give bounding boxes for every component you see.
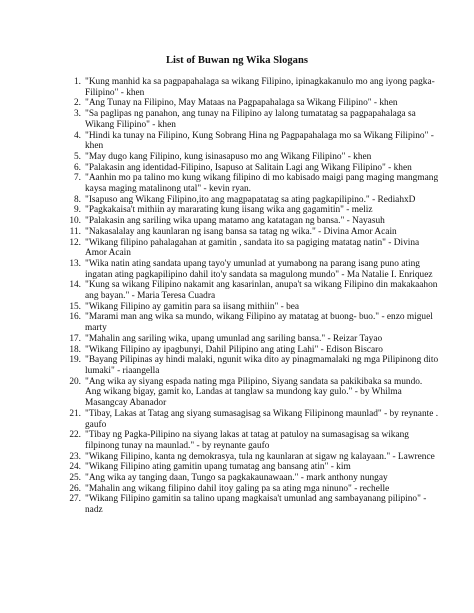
list-item: [60, 163, 440, 174]
list-item: [60, 259, 440, 280]
list-item: [60, 302, 440, 313]
slogan-text: "May dugo kang Filipino, kung isinasapuso mo ang Wikang Filipino" - khen: [85, 151, 372, 162]
list-item-number: 13.: [69, 258, 81, 269]
list-item-number: 26.: [69, 483, 81, 494]
slogan-text: "Palakasin ang sariling wika upang matamo ang katatagan ng bansa." - Nayasuh: [85, 216, 385, 227]
list-item-number: 15.: [69, 301, 81, 312]
list-item: [60, 152, 440, 163]
list-item: [60, 280, 440, 301]
list-item-number: 5.: [73, 151, 81, 162]
slogan-text: "Wika natin ating sandata upang tayo'y umunlad at yumabong na parang isang puno ating ingatan ating pagkapilipino dahil ito'y sandata sa magulong mundo" - Ma Natalie I. Enriquez: [85, 258, 433, 280]
list-item: [60, 345, 440, 356]
list-item-number: 12.: [69, 237, 81, 248]
slogan-text: "Tibay, Lakas at Tatag ang siyang sumasagisag sa Wikang Filipinong maunlad" - by reynante . gaufo: [85, 408, 439, 430]
list-item-number: 18.: [69, 344, 81, 355]
list-item-number: 9.: [73, 205, 81, 216]
slogan-text: "Ang Tunay na Filipino, May Mataas na Pagpapahalaga sa Wikang Filipino" - khen: [85, 98, 398, 109]
list-item: [60, 430, 440, 451]
slogan-text: "Isapuso ang Wikang Filipino,ito ang magpapatatag sa ating pagkapilipino." - RediahxD: [85, 194, 416, 205]
slogan-text: "Ang wika ay tanging daan, Tungo sa pagkakaunawaan." - mark anthony nungay: [85, 473, 388, 484]
list-item: [60, 377, 440, 409]
list-item-number: 8.: [73, 194, 81, 205]
list-item: [60, 205, 440, 216]
list-item: [60, 462, 440, 473]
list-item-number: 23.: [69, 451, 81, 462]
list-item: [60, 238, 440, 259]
slogan-text: "Wikang Filipino ay gamitin para sa iisang mithiin" - bea: [85, 301, 300, 312]
list-item-number: 11.: [69, 226, 81, 237]
list-item-number: 7.: [73, 173, 81, 184]
list-item-number: 1.: [73, 77, 81, 87]
slogan-text: "Wikang Filipino ay ipagbunyi, Dahil Pilipino ang ating Lahi" - Edison Biscaro: [85, 344, 383, 355]
slogan-text: "Bayang Pilipinas ay hindi malaki, ngunit wika dito ay pinagmamalaki ng mga Pilipinong dito lumaki" - riaangella: [85, 355, 439, 376]
slogan-text: "Nakasalalay ang kaunlaran ng isang bansa sa tatag ng wika." - Divina Amor Acain: [85, 226, 397, 237]
list-item-number: 16.: [69, 312, 81, 323]
list-item: [60, 355, 440, 376]
slogan-text: "Mahalin ang wikang filipino dahil itoy galing pa sa ating mga ninuno" - rechelle: [85, 483, 390, 494]
list-item: [60, 494, 440, 515]
list-item: [60, 452, 440, 463]
list-item: [60, 173, 440, 194]
slogan-text: "Sa paglipas ng panahon, ang tunay na Filipino ay lalong tumatatag sa pagpapahalaga sa Wikang Filipino" - khen: [85, 109, 416, 130]
slogan-text: "Aanhin mo pa talino mo kung wikang filipino di mo kabisado maigi pang maging mangmang kaysa maging matalinong utal" - kevin ryan.: [85, 173, 439, 195]
list-item-number: 25.: [69, 473, 81, 484]
list-item-number: 2.: [73, 98, 81, 109]
slogan-text: "Marami man ang wika sa mundo, wikang Filipino ay matatag at buong- buo." - enzo miguel marty: [85, 312, 433, 334]
slogan-text: "Hindi ka tunay na Filipino, Kung Sobrang Hina ng Pagpapahalaga mo sa Wikang Filipino" - khen: [85, 130, 434, 152]
document-title: List of Buwan ng Wika Slogans: [166, 55, 308, 66]
list-item-number: 24.: [69, 462, 81, 473]
list-item: [60, 227, 440, 238]
slogan-text: "Wikang Filipino, kanta ng demokrasya, tula ng kaunlaran at sigaw ng kalayaan." - Lawrence: [85, 451, 435, 462]
list-item-number: 19.: [69, 355, 81, 366]
list-item: [60, 312, 440, 333]
list-item: [60, 216, 440, 227]
list-item-number: 3.: [73, 109, 81, 120]
slogan-text: "Wikang filipino pahalagahan at gamitin , sandata ito sa pagiging matatag natin" - Divina Amor Acain: [85, 237, 420, 259]
list-item: [60, 195, 440, 206]
list-item: [60, 484, 440, 495]
slogan-text: "Pagkakaisa't mithiin ay mararating kung iisang wika ang gagamitin" - meliz: [85, 205, 373, 216]
list-item: [60, 409, 440, 430]
list-item-number: 17.: [69, 333, 81, 344]
list-item: [60, 473, 440, 484]
list-item-number: 21.: [69, 408, 81, 419]
list-item: [60, 334, 440, 345]
slogan-text: "Tibay ng Pagka-Pilipino na siyang lakas at tatag at patuloy na sumasagisag sa wikang filpinong tunay na maunlad." - by reynante gaufo: [85, 430, 409, 451]
list-item: [60, 98, 440, 109]
list-item: [60, 131, 440, 152]
slogan-list: [60, 77, 440, 516]
slogan-text: "Kung manhid ka sa pagpapahalaga sa wikang Filipino, ipinagkakanulo mo ang iyong pagka-Filipino" - khen: [85, 77, 435, 98]
slogan-text: "Ang wika ay siyang espada nating mga Pilipino, Siyang sandata sa pakikibaka sa mundo. Ang wikang bigay, gamit ko, Landas at tanglaw sa mundong kay gulo." - by Whilma Masangcay Abanador: [85, 376, 423, 409]
list-item-number: 14.: [69, 280, 81, 291]
slogan-text: "Wikang Filipino gamitin sa talino upang magkaisa't umunlad ang sambayanang pilipino" - nadz: [85, 494, 427, 516]
list-item: [60, 109, 440, 130]
slogan-text: "Kung sa wikang Filipino nakamit ang kasarinlan, anupa't sa wikang Filipino din makakaahon ang bayan." - Maria Teresa Cuadra: [85, 280, 438, 302]
list-item-number: 20.: [69, 376, 81, 387]
list-item-number: 27.: [69, 494, 81, 505]
list-item: [60, 77, 440, 98]
slogan-text: "Palakasin ang identidad-Filipino, Isapuso at Salitain Lagi ang Wikang Filipino" - khen: [85, 162, 412, 173]
slogan-text: "Wikang Filipino ating gamitin upang tumatag ang bansang atin" - kim: [85, 462, 351, 473]
slogan-text: "Mahalin ang sariling wika, upang umunlad ang sariling bansa." - Reizar Tayao: [85, 333, 383, 344]
list-item-number: 10.: [69, 216, 81, 227]
list-item-number: 4.: [73, 130, 81, 141]
list-item-number: 22.: [69, 430, 81, 441]
list-item-number: 6.: [73, 162, 81, 173]
